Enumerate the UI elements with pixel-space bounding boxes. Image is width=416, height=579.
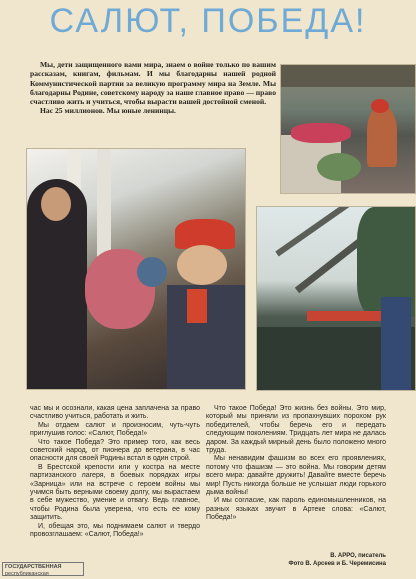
credits (289, 553, 386, 568)
page-title: САЛЮТ, ПОБЕДА! (49, 2, 367, 40)
column1-paragraph: В Брестской крепости или у костра на месте партизанского лагеря, в боевых порядках игры «Зарница» или на встрече с героем войны мы учимся быть верными своему долгу, мы вырастаем в себе мужество, умение и отвагу. Ведь главное, чтобы Родина была уверена, что есть ее кому защитить. (30, 463, 200, 522)
photo-pioneers-veteran-flowers (26, 148, 246, 390)
column2-paragraph: Мы ненавидим фашизм во всех его проявлениях, потому что фашизм — это война. Мы говорим детям всего мира: давайте дружить! Давайте вместе беречь мир! Пусть никогда больше не услышат люди горького дыма войны! (206, 455, 386, 497)
intro-paragraph-2: Нас 25 миллионов. Мы юные ленинцы. (40, 106, 176, 116)
column1-paragraph: Что такое Победа? Это пример того, как весь советский народ, от пионера до ветерана, в час опасности для своей Родины встал в один строй. (30, 438, 200, 463)
library-stamp (2, 562, 84, 576)
intro-paragraph-1: Мы, дети защищенного вами мира, знаем о войне только по вашим рассказам, книгам, фильмам. И мы благодарны нашей родной Коммунистической партии за великую программу мира на Земле. Мы благодарны Родине, советскому народу за наше главное право — право счастливо жить и учиться, чтобы вырасти вашей достойной сменой. (30, 60, 276, 107)
photo-children-wreath-memorial (280, 64, 416, 194)
stamp-line-1: ГОСУДАРСТВЕННАЯ (5, 564, 62, 570)
column1-paragraph: час мы и осознали, какая цена заплачена за право счастливо учиться, работать и жить. (30, 405, 200, 421)
photo-pioneers-monument-guns (256, 206, 416, 391)
column2-paragraph: И мы согласие, как пароль единомышленников, на разных языках звучит в Артеке слова: «Салют, Победа!» (206, 497, 386, 522)
photo-credit: Фото В. Арсеев и Б. Черемисина (288, 560, 386, 567)
article-column-2 (206, 405, 386, 523)
column1-paragraph: Мы отдаем салют и произносим, чуть-чуть приглушив голос: «Салют, Победа!» (30, 421, 200, 438)
author-credit: В. АРРО, писатель (330, 553, 386, 559)
article-column-1 (30, 405, 200, 540)
column1-paragraph: И, обещая это, мы поднимаем салют и твердо провозглашаем: «Салют, Победа!» (30, 522, 200, 539)
stamp-line-2: республиканская (5, 570, 49, 577)
column2-paragraph: Что такое Победа! Это жизнь без войны. Это мир, который мы приняли из пропахнувших порохом рук победителей, чтобы беречь его и передать следующим поколениям. Тридцать лет мира не далась даром. За каждый мирный день было положено много труда. (206, 405, 386, 455)
intro-text (30, 60, 276, 116)
